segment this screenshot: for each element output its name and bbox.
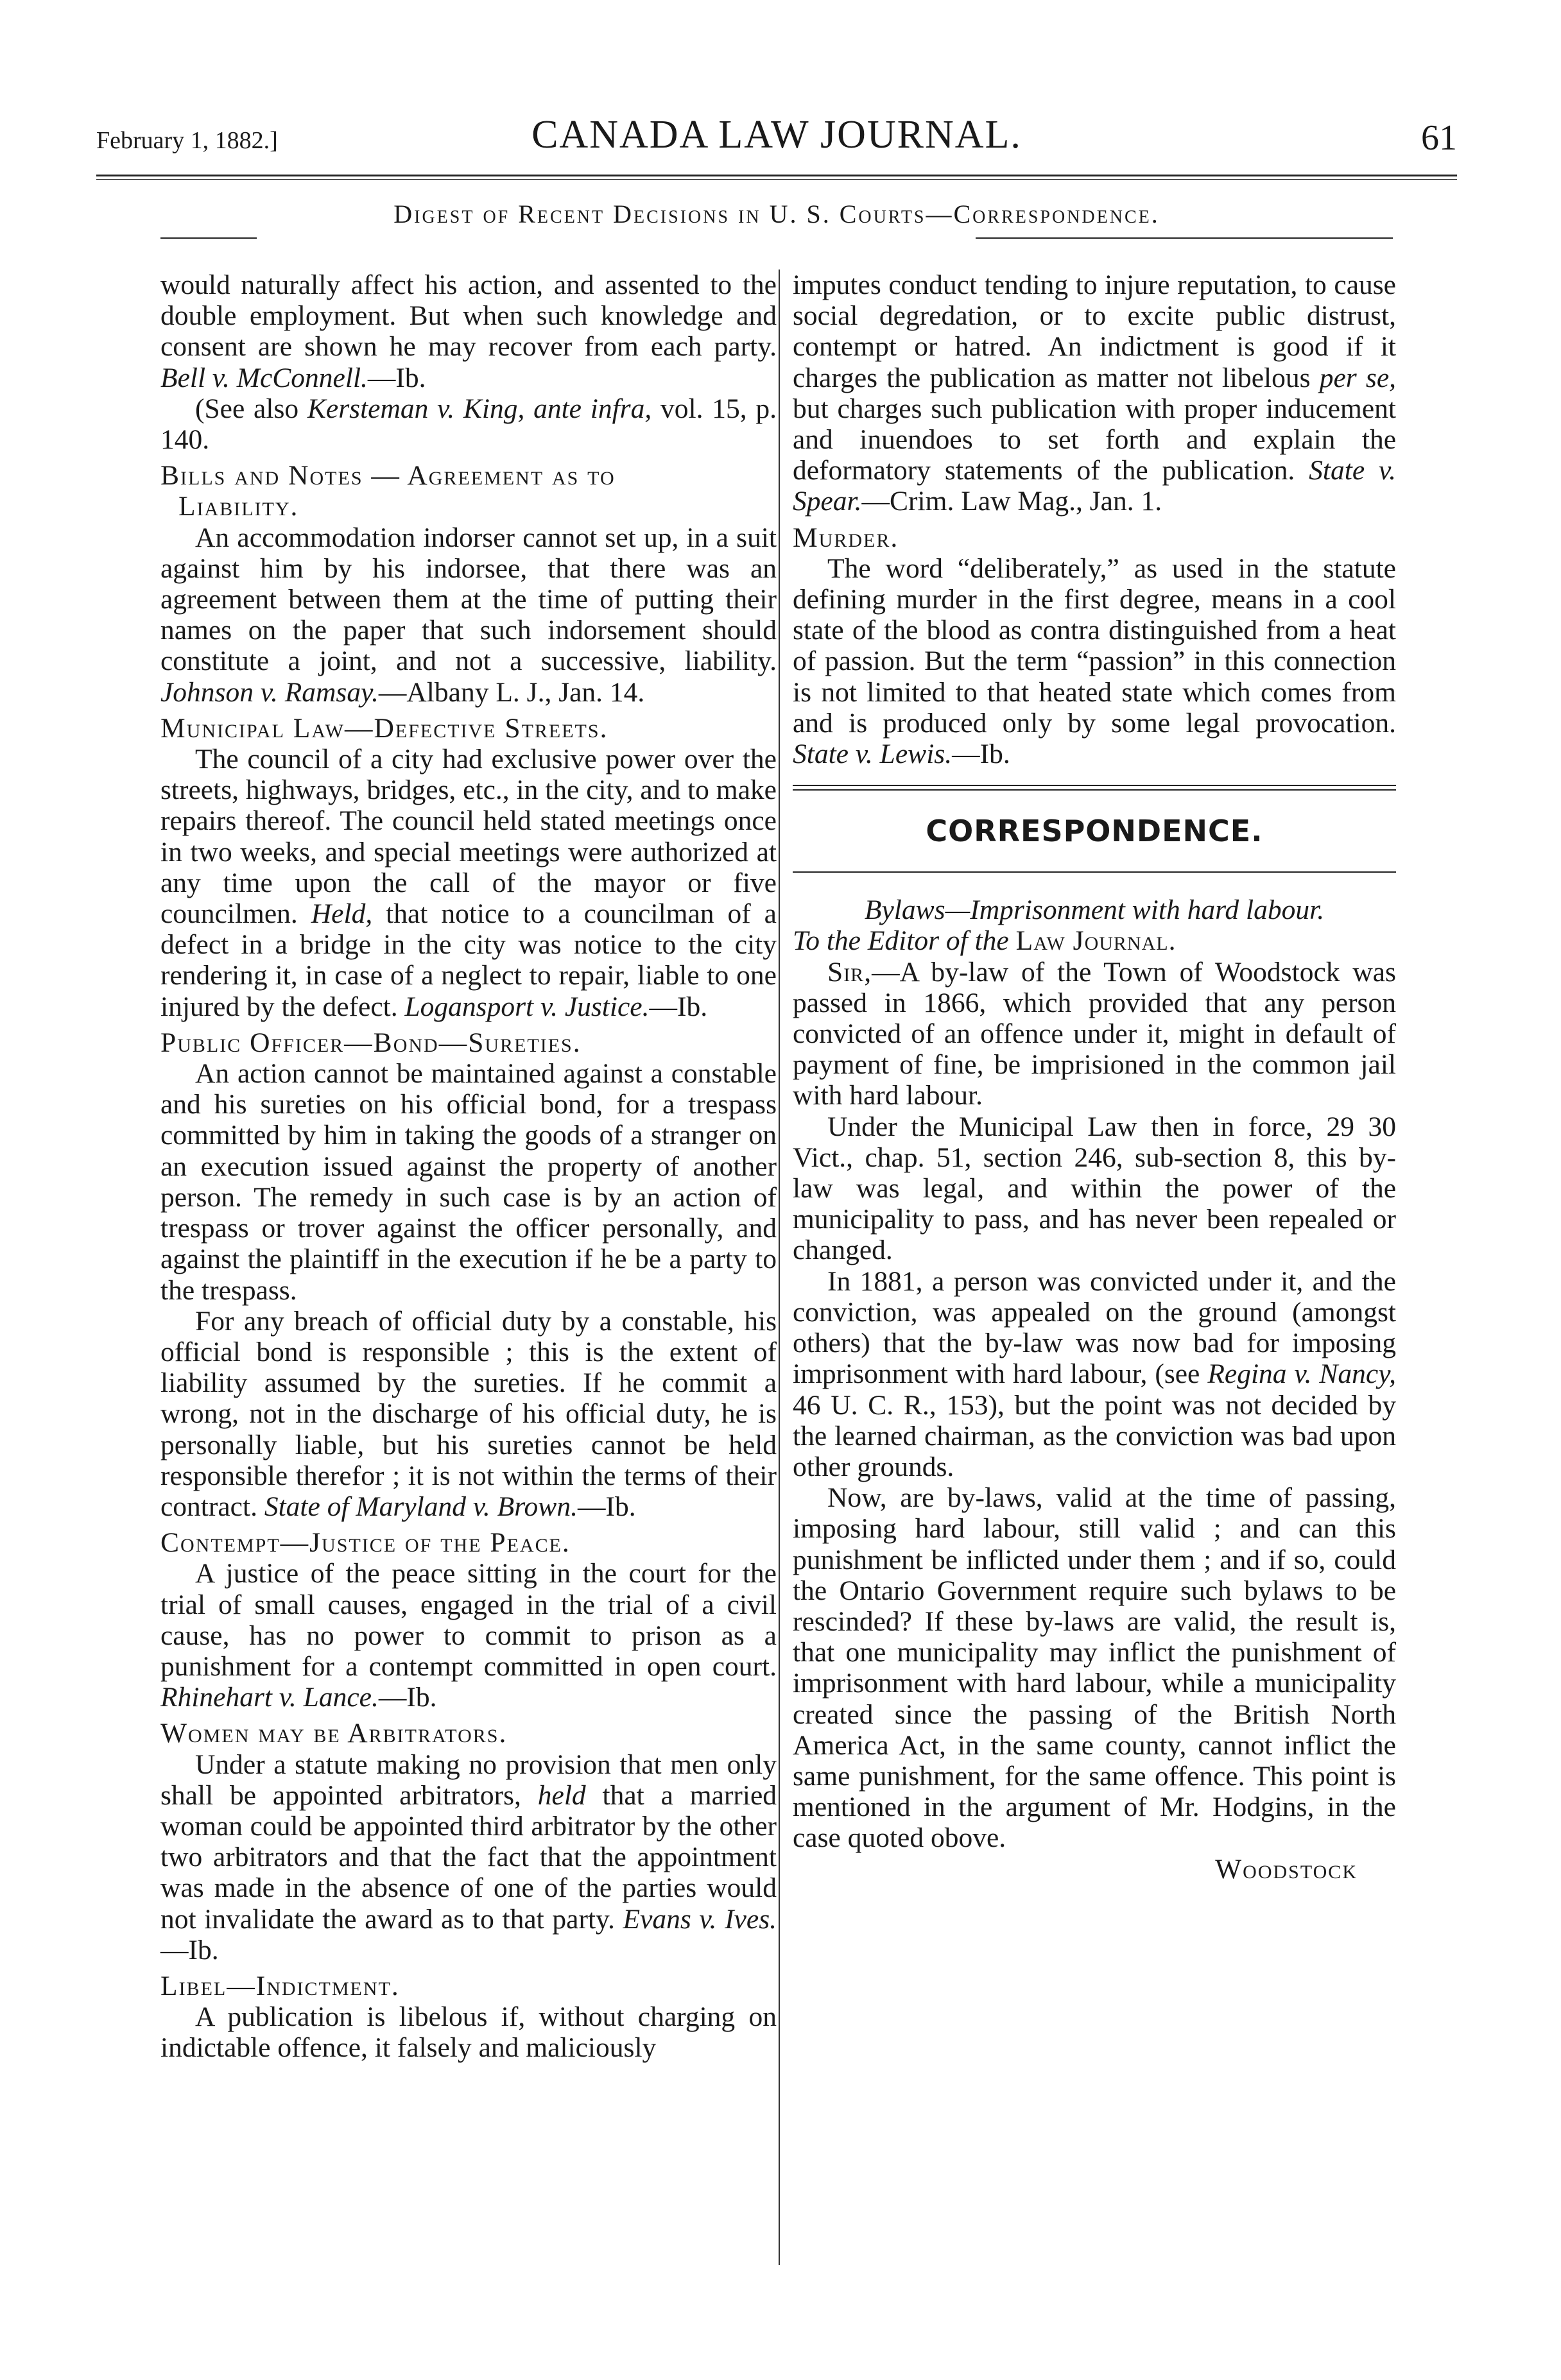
section-rule — [793, 871, 1396, 873]
letter-title: Bylaws—Imprisonment with hard labour. — [864, 895, 1325, 926]
paragraph: Now, are by-laws, valid at the time of passing, imposing hard labour, still valid ; and can this punishment be inflicted under them ; and if so, could the Ontario Government require such bylaws to be rescinded? If these by-laws are valid, the result is, that one municipality may inflict the punishment of imprisonment with hard labour, while a municipality created since the passing of the British North America Act, in the same county, cannot inflict the same punishment, for the same offence. This point is mentioned in the argument of Mr. Hodgins, in the case quoted obove. — [793, 1482, 1396, 1854]
issue-date: February 1, 1882.] — [96, 127, 278, 154]
paragraph: An action cannot be maintained against a constable and his sureties on his official bond, for a trespass committed by him in taking the goods of a stranger on an execution issued against the property of another person. The remedy in such case is by an action of trespass or trover against the officer personally, and against the plaintiff in the execution if he be a party to the trespass. — [160, 1058, 777, 1306]
journal-title: CANADA LAW JOURNAL. — [531, 113, 1022, 157]
paragraph: A publication is libelous if, without charging on indictable offence, it falsely and maliciously — [160, 2001, 777, 2064]
digest-heading: Municipal Law—Defective Streets. — [160, 712, 608, 744]
header-rule — [96, 175, 1457, 176]
paragraph: The word “deliberately,” as used in the statute defining murder in the first degree, means in a cool state of the blood as contra distinguished from a heat of passion. But the term “passion” in this connection is not limited to that heated state which comes from and is produced only by some legal provocation. State v. Lewis.—Ib. — [793, 552, 1396, 770]
paragraph: imputes conduct tending to injure reputation, to cause social degredation, or to excite public distrust, contempt or hatred. An indictment is good if it charges the publication as matter not libelous per se, but charges such publication with proper inducement and inuendoes to set forth and explain the deformatory statements of the publication. State v. Spear.—Crim. Law Mag., Jan. 1. — [793, 270, 1397, 517]
subheading-rule-right — [976, 237, 1393, 239]
subheading-rule-left — [160, 237, 257, 239]
letter-signature: Woodstock — [1215, 1853, 1358, 1885]
paragraph: A justice of the peace sitting in the court for the trial of small causes, engaged in the trial of a civil cause, has no power to commit to prison as a punishment for a contempt committed in open court. Rhinehart v. Lance.—Ib. — [160, 1558, 777, 1713]
paragraph: In 1881, a person was convicted under it, and the conviction, was appealed on the ground (amongst others) that the by-law was now bad for imposing imprisonment with hard labour, (see Regina v. Nancy, 46 U. C. R., 153), but the point was not decided by the learned chairman, as the conviction was bad upon other grounds. — [793, 1265, 1396, 1482]
paragraph: Under a statute making no provision that men only shall be appointed arbitrators, held that a married woman could be appointed third arbitrator by the other two arbitrators and that the fact that the appointment was made in the absence of one of the parties would not invalidate the award as to that party. Evans v. Ives.—Ib. — [160, 1749, 777, 1965]
letter-salutation: To the Editor of the Law Journal. — [793, 925, 1177, 957]
section-subheading: Digest of Recent Decisions in U. S. Courts—Correspondence. — [393, 200, 1160, 228]
paragraph: (See also Kersteman v. King, ante infra, vol. 15, p. 140. — [160, 393, 777, 456]
paragraph: would naturally affect his action, and assented to the double employment. But when such knowledge and consent are shown he may recover from each party. Bell v. McConnell.—Ib. — [160, 270, 777, 393]
paragraph: An accommodation indorser cannot set up, in a suit against him by his indorsee, that there was an agreement between them at the time of putting their names on the paper that such indorsement should constitute a joint, and not a successive, liability. Johnson v. Ramsay.—Albany L. J., Jan. 14. — [160, 522, 777, 708]
digest-heading: Contempt—Justice of the Peace. — [160, 1527, 571, 1559]
page-number: 61 — [1421, 118, 1457, 158]
left-column — [160, 270, 777, 2064]
digest-heading: Murder. — [793, 522, 899, 553]
paragraph: For any breach of official duty by a constable, his official bond is responsible ; this is the extent of liability assumed by the sureties. If he commit a wrong, not in the discharge of his official duty, he is personally liable, but his sureties cannot be held responsible therefor ; it is not within the terms of their contract. State of Maryland v. Brown.—Ib. — [160, 1305, 777, 1522]
header-rule-thin — [96, 179, 1457, 180]
section-double-rule — [793, 785, 1396, 791]
paragraph: The council of a city had exclusive power over the streets, highways, bridges, etc., in the city, and to make repairs thereof. The council held stated meetings once in two weeks, and special meetings were authorized at any time upon the call of the mayor or five councilmen. Held, that notice to a councilman of a defect in a bridge in the city was notice to the city rendering it, in case of a neglect to repair, liable to one injured by the defect. Logansport v. Justice.—Ib. — [160, 744, 777, 1022]
right-column — [780, 270, 1396, 1885]
digest-heading: Public Officer—Bond—Sureties. — [160, 1027, 582, 1058]
running-header — [96, 112, 1457, 164]
paragraph: Sir,—A by-law of the Town of Woodstock was passed in 1866, which provided that any person convicted of an offence under it, might in default of payment of fine, be imprisioned in the common jail with hard labour. — [793, 956, 1396, 1111]
paragraph: Under the Municipal Law then in force, 29 30 Vict., chap. 51, section 246, sub-section 8, this by-law was legal, and within the power of the municipality to pass, and has never been repealed or changed. — [793, 1111, 1396, 1266]
digest-heading: Women may be Arbitrators. — [160, 1718, 508, 1749]
digest-heading: Libel—Indictment. — [160, 1970, 400, 2001]
digest-heading: Bills and Notes — Agreement as to Liability. — [160, 460, 616, 522]
correspondence-heading: CORRESPONDENCE. — [926, 814, 1263, 849]
